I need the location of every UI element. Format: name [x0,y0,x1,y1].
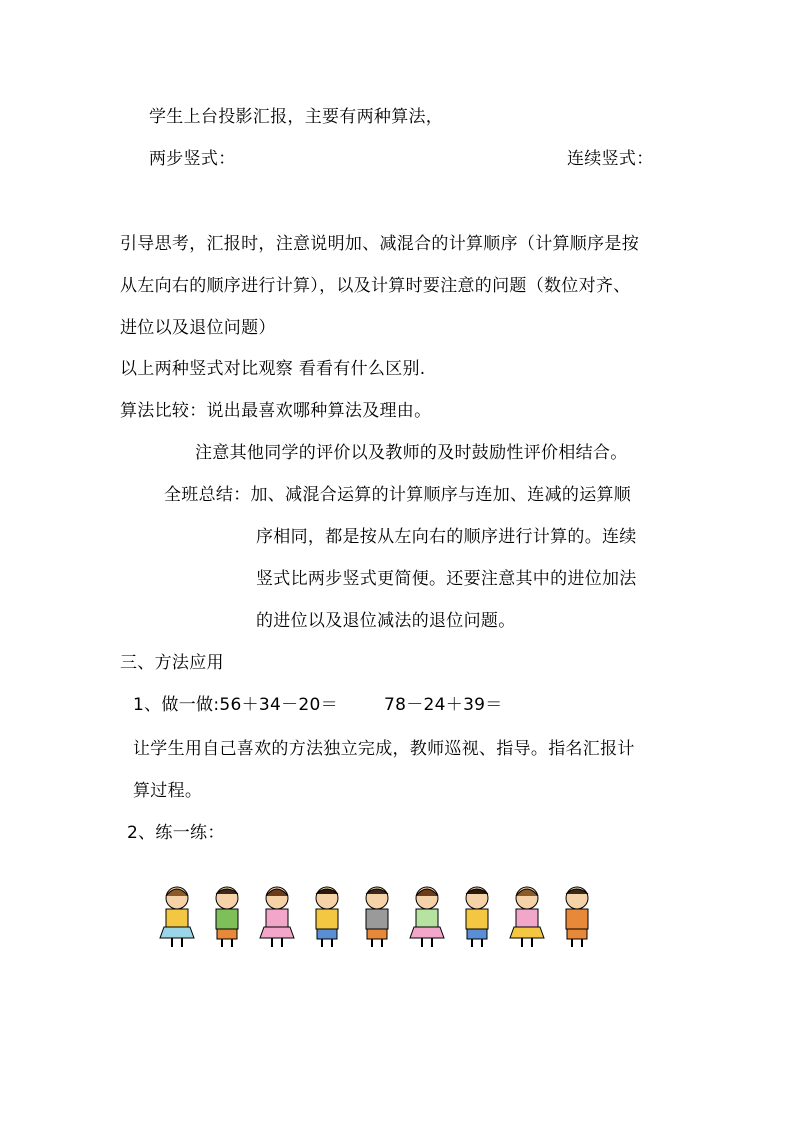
exercise-1: 1、做一做:56＋34－20＝ [133,695,338,715]
child-figure [566,887,588,947]
line-algorithm: 算法比较：说出最喜欢哪种算法及理由。 [120,401,432,421]
line-guide-3: 进位以及退位问题） [120,318,276,338]
line-compare: 以上两种竖式对比观察 看看有什么区别. [120,359,426,379]
line-guide-2: 从左向右的顺序进行计算），以及计算时要注意的问题（数位对齐、 [120,276,631,296]
child-figure [260,887,294,947]
line-guide-1: 引导思考，汇报时，注意说明加、减混合的计算顺序（计算顺序是按 [120,234,639,254]
child-figure [510,887,544,947]
line-summary-4: 的进位以及退位减法的退位问题。 [256,611,516,631]
line-evaluation: 注意其他同学的评价以及教师的及时鼓励性评价相结合。 [195,443,628,463]
section-heading: 三、方法应用 [120,653,224,673]
line-independent-2: 算过程。 [133,781,203,801]
line-report: 学生上台投影汇报，主要有两种算法， [149,107,444,127]
label-continuous: 连续竖式： [567,149,654,169]
child-figure [410,887,444,947]
exercise-2: 2、练一练： [127,823,225,843]
label-two-step: 两步竖式： [149,149,236,169]
child-figure [466,887,488,947]
child-figure [160,887,194,947]
child-figure [316,887,338,947]
line-summary-2: 序相同，都是按从左向右的顺序进行计算的。连续 [256,527,637,547]
line-summary-3: 竖式比两步竖式更简便。还要注意其中的进位加法 [256,569,637,589]
line-summary-1: 全班总结：加、减混合运算的计算顺序与连加、连减的运算顺 [164,485,632,505]
line-independent-1: 让学生用自己喜欢的方法独立完成，教师巡视、指导。指名汇报计 [133,739,635,759]
children-illustration [152,884,610,948]
child-figure [216,887,238,947]
child-figure [366,887,388,947]
exercise-1b: 78－24＋39＝ [384,695,503,715]
